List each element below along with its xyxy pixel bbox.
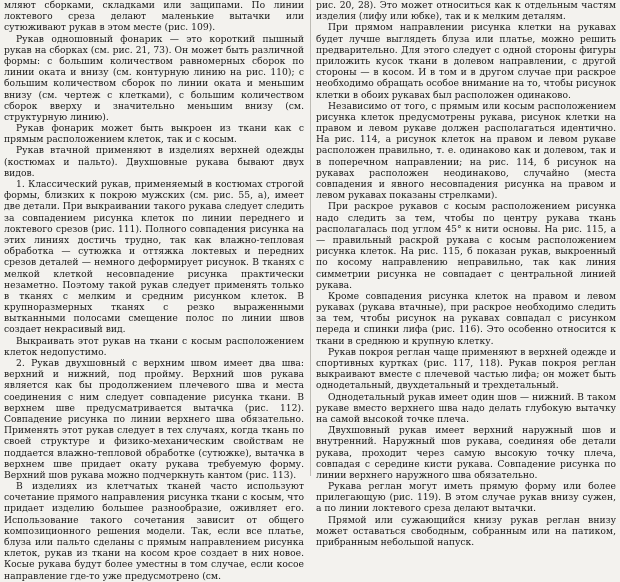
paragraph: Рукав покроя реглан чаще применяют в верхней одежде и спортивных куртках (рис. 117, 118). Рукав покроя реглан выкраивают вместе с плечевой частью лифа; он может быть однодетальный, двухдетальный и трехдетальный. (316, 346, 616, 392)
right-column (316, 0, 616, 548)
paragraph: мляют сборками, складками или защипами. По линии локтевого среза делают маленькие вытачки или сутюживают рукав в этом месте (рис. 109). (4, 0, 304, 34)
paragraph: Прямой или сужающийся книзу рукав реглан внизу может оставаться свободным, собранным или на патиком, прибранным небольшой напуск. (316, 514, 616, 548)
paragraph: Рукав фонарик может быть выкроен из ткани как с прямым расположением клеток, так и с косым. (4, 123, 304, 146)
paragraph: При раскрое рукавов с косым расположением рисунка надо следить за тем, чтобы по центру рукава ткань располагалась под углом 45° к нити основы. На рис. 115, а — правильный раскрой рукава с косым расположением рисунка клеток. На рис. 115, б показан рукав, выкроенный по косому направлению неправильно, так как линия симметрии рисунка не совпадает с центральной линией рукава. (316, 201, 616, 291)
paragraph: 1. Классический рукав, применяемый в костюмах строгой формы, близких к покрою мужских (см. рис. 55, а), имеет две детали. При выкраивании такого рукава следует следить за совпадением рисунка клеток по линии переднего и локтевого срезов (рис. 111). Полного совпадения рисунка на этих линиях достичь трудно, так как влажно-тепловая обработка — сутюжка и оттяжка локтевых и передних срезов деталей — немного деформирует рисунок. В тканях с мелкой клеткой несовпадение рисунка практически незаметно. Поэтому такой рукав следует применять только в тканях с мелким и средним рисунком клеток. В крупноразмерных тканях с резко выраженными вытканными полосами смещение полос по линии швов создает некрасивый вид. (4, 179, 304, 336)
paragraph: Рукав одношовный фонарик — это короткий пышный рукав на сборках (см. рис. 21, 73). Он может быть различной формы: с большим количеством равномерных сборок по линии оката и внизу (см. контурную линию на рис. 110); с большим количеством сборок по линии оката и меньшим внизу (см. чертеж с клетками), с большим количеством сборок вверху и значительно меньшим внизу (см. структурную линию). (4, 33, 304, 123)
paragraph: Независимо от того, с прямым или косым расположением рисунка клеток предусмотрены рукава, рисунок клетки на правом и левом рукаве должен располагаться идентично. На рис. 114, а рисунок клеток на правом и левом рукаве расположен правильно, т. е. одинаково как и долевом, так и в поперечном направлении; на рис. 114, б рисунок на рукавах расположен неодинаково, случайно (места совпадения и явного несовпадения рисунка на правом и левом рукавах показаны стрелками). (316, 100, 616, 202)
paragraph: Однодетальный рукав имеет один шов — нижний. В таком рукаве вместо верхнего шва надо делать глубокую вытачку на самой высокой точке плеча. (316, 391, 616, 425)
paragraph: рис. 20, 28). Это может относиться как к отдельным частям изделия (лифу или юбке), так и к мелким деталям. (316, 0, 616, 23)
paragraph: 2. Рукав двухшовный с верхним швом имеет два шва: верхний и нижний, под пройму. Верхний шов рукава является как бы продолжением плечевого шва и места соединения с ним следует совпадение рисунка ткани. В верхнем шве предусматривается вытачка (рис. 112). Совпадение рисунка по линии верхнего шва обязательно. Применять этот рукав следует в тех случаях, когда ткань по своей структуре и физико-механическим свойствам не поддается влажно-тепловой обработке (сутюжке), вытачка в верхнем шве придает окату рукава требуемую форму. Верхний шов рукава можно подчеркнуть кантом (рис. 113). (4, 358, 304, 481)
paragraph: Выкраивать этот рукав на ткани с косым расположением клеток недопустимо. (4, 335, 304, 358)
column-divider (310, 0, 311, 476)
paragraph: При прямом направлении рисунка клетки на рукавах будет лучше выглядеть блуза или платье, можно решить предварительно. Для этого следует с одной стороны фигуры приложить кусок ткани в долевом направлении, с другой стороны — в косом. И в том и в другом случае при раскрое необходимо обращать особое внимание на то, чтобы рисунок клетки в обоих рукавах был расположен одинаково. (316, 22, 616, 101)
paragraph: Двухшовный рукав имеет верхний наружный шов и внутренний. Наружный шов рукава, соединяя обе детали рукава, проходит через самую высокую точку плеча, совпадая с середине кисти рукава. Совпадение рисунка по линии верхнего наружного шва обязательно. (316, 425, 616, 481)
paragraph: Рукава реглан могут иметь прямую форму или более прилегающую (рис. 119). В этом случае рукав внизу сужен, а по линии локтевого среза делают вытачки. (316, 481, 616, 515)
paragraph: В изделиях из клетчатых тканей часто используют сочетание прямого направления рисунка ткани с косым, что придает изделию большее разнообразие, оживляет его. Использование такого сочетания зависит от общего композиционного решения модели. Так, если все платье, блуза или пальто сделаны с прямым направлением рисунка клеток, рукав из ткани на косом крое создает в них новое. Косые рукава будут более уместны в том случае, если косое направление где-то уже предусмотрено (см. (4, 481, 304, 582)
paragraph: Рукав втачной применяют в изделиях верхней одежды (костюмах и пальто). Двухшовные рукава бывают двух видов. (4, 145, 304, 179)
paragraph: Кроме совпадения рисунка клеток на правом и левом рукавах (рукава втачные), при раскрое необходимо следить за тем, чтобы рисунок на рукавах совпадал с рисунком переда и спинки лифа (рис. 116). Это особенно относится к ткани в среднюю и крупную клетку. (316, 290, 616, 347)
left-column (4, 0, 304, 582)
